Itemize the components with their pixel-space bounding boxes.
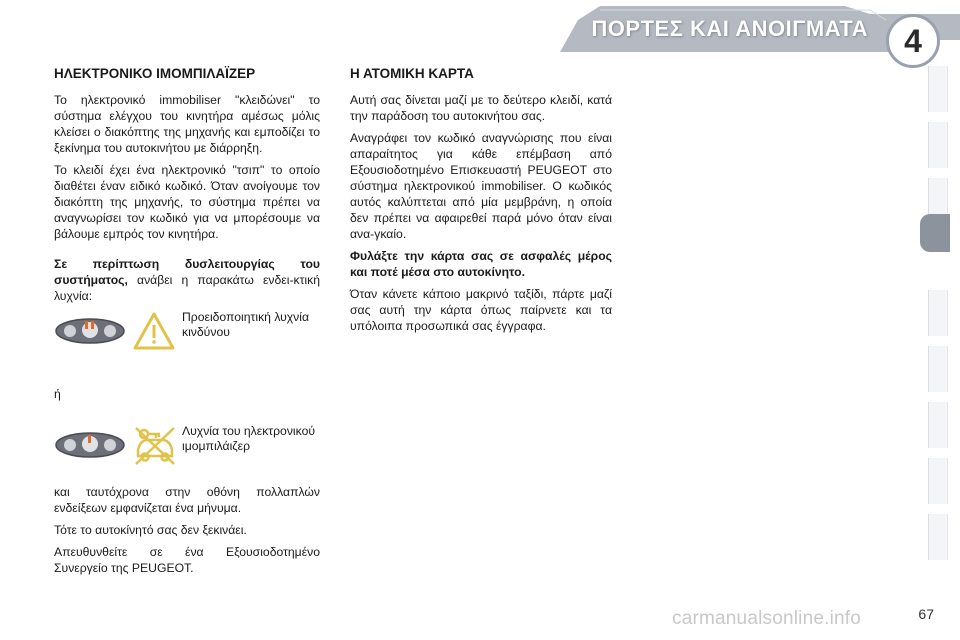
instrument-cluster-icon — [54, 430, 126, 460]
instrument-cluster-icon — [54, 316, 126, 346]
chapter-tab[interactable] — [928, 122, 948, 168]
chapter-number-badge: 4 — [886, 14, 940, 68]
immobiliser-paragraph-2: Το κλειδί έχει ένα ηλεκτρονικό "τσιπ" το οποίο διαθέτει έναν ειδικό κωδικό. Όταν ανοίγουμε τον διακόπτη της μηχανής, το σύστημα πρέπει να αναγνωρίσει τον κωδικό για να μπορέσουμε να βάλουμε εμπρός τον κινητήρα. — [54, 163, 320, 241]
immobiliser-lamp-label: Λυχνία του ηλεκτρονικού ιμομπιλάιζερ — [182, 424, 316, 453]
message-paragraph: και ταυτόχρονα στην οθόνη πολλαπλών ενδείξεων εμφανίζεται ένα μήνυμα. — [54, 485, 320, 515]
immobiliser-paragraph-1: Το ηλεκτρονικό immobiliser "κλειδώνει" το σύστημα ελέγχου του κινητήρα αμέσως μόλις κλείσει ο διακόπτης της μηχανής και εμποδίζει το ξεκίνημα του αυτοκινήτου με διάρρηξη. — [54, 93, 320, 155]
chapter-tab[interactable] — [928, 66, 948, 112]
card-safety-warning — [350, 248, 612, 280]
right-column — [350, 66, 612, 340]
contact-dealer-paragraph: Απευθυνθείτε σε ένα Εξουσιοδοτημένο Συνεργείο της PEUGEOT. — [54, 545, 320, 575]
immobiliser-lamp-row — [54, 424, 320, 476]
card-paragraph-2: Αναγράφει τον κωδικό αναγνώρισης που είναι απαραίτητος για κάθε επέμβαση από Εξουσιοδοτημένο Επισκευαστή PEUGEOT στο σύστημα ηλεκτρονικού immobiliser. Ο κωδικός αυτός καλύπτεται από μία μεμβράνη, η οποία δεν πρέπει να αφαιρεθεί παρά μόνο όταν είναι ανα-γκαίο. — [350, 131, 612, 241]
personal-card-heading: Η ΑΤΟΜΙΚΗ ΚΑΡΤΑ — [350, 66, 474, 81]
no-start-paragraph: Τότε το αυτοκίνητό σας δεν ξεκινάει. — [54, 523, 247, 537]
chapter-tab[interactable] — [928, 514, 948, 560]
watermark-text: carmanualsonline.info — [672, 608, 862, 629]
malfunction-rest: ανάβει η παρακάτω ενδει-κτική λυχνία: — [54, 273, 320, 303]
chapter-tab[interactable] — [928, 402, 948, 448]
warning-lamp-row — [54, 310, 320, 362]
card-safety-bold: Φυλάξτε την κάρτα σας σε ασφαλές μέρος και ποτέ μέσα στο αυτοκίνητο. — [350, 249, 612, 279]
immobiliser-heading: ΗΛΕΚΤΡΟΝΙΚΟ ΙΜΟΜΠΙΛΑΪΖΕΡ — [54, 66, 256, 81]
chapter-tabs — [928, 66, 950, 572]
or-separator: ή — [54, 387, 61, 401]
chapter-title: ΠΟΡΤΕΣ ΚΑΙ ΑΝΟΙΓΜΑΤΑ — [591, 16, 868, 41]
key-car-immobiliser-icon — [132, 424, 178, 468]
warning-triangle-icon — [132, 310, 176, 354]
card-paragraph-1: Αυτή σας δίνεται μαζί με το δεύτερο κλειδί, κατά την παράδοση του αυτοκινήτου σας. — [350, 93, 612, 123]
chapter-tab-active[interactable] — [920, 214, 950, 252]
left-column — [54, 66, 320, 582]
malfunction-paragraph — [54, 256, 320, 304]
chapter-tab[interactable] — [928, 458, 948, 504]
card-paragraph-4: Όταν κάνετε κάποιο μακρινό ταξίδι, πάρτε μαζί σας αυτή την κάρτα όπως παίρνετε και τα υπόλοιπα προσωπικά σας έγγραφα. — [350, 287, 612, 333]
chapter-tab[interactable] — [928, 290, 948, 336]
chapter-header — [0, 0, 960, 64]
page-number: 67 — [918, 606, 934, 622]
chapter-tab[interactable] — [928, 346, 948, 392]
warning-lamp-label: Προειδοποιητική λυχνία κινδύνου — [182, 310, 310, 339]
malfunction-bold: Σε περίπτωση δυσλειτουργίας του συστήματος, — [54, 257, 320, 287]
